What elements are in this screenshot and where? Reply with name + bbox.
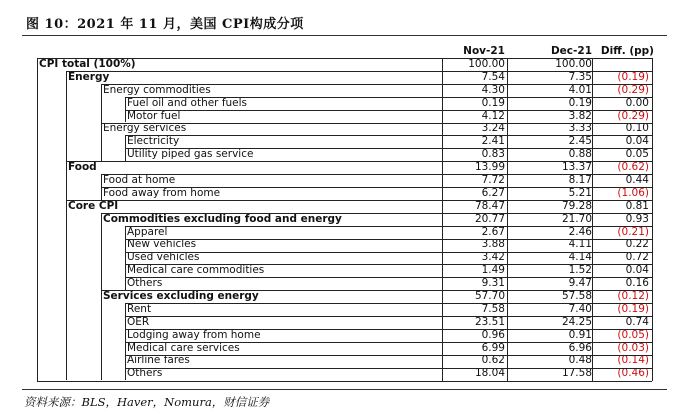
table-row xyxy=(37,58,652,71)
row-divider xyxy=(125,226,652,227)
hierarchy-bracket xyxy=(125,303,126,380)
value-dec: 8.17 xyxy=(568,174,592,187)
value-diff: (0.62) xyxy=(617,161,649,174)
hierarchy-bracket xyxy=(101,84,102,161)
row-label: Energy commodities xyxy=(103,83,211,96)
row-divider xyxy=(101,84,652,85)
table-row xyxy=(37,122,652,135)
row-label: OER xyxy=(127,315,150,328)
row-divider xyxy=(101,213,652,214)
row-label: Utility piped gas service xyxy=(127,148,254,161)
row-label: Motor fuel xyxy=(127,109,181,122)
value-nov: 6.99 xyxy=(481,341,505,354)
row-divider xyxy=(37,58,652,59)
value-nov: 3.24 xyxy=(481,122,505,135)
row-label: Medical care commodities xyxy=(127,264,265,277)
value-dec: 4.01 xyxy=(568,83,592,96)
hierarchy-bracket xyxy=(66,161,67,200)
table-row xyxy=(37,290,652,303)
table-row xyxy=(37,329,652,342)
table-row xyxy=(37,316,652,329)
row-label: Food away from home xyxy=(103,186,221,199)
value-dec: 7.40 xyxy=(568,302,592,315)
row-divider xyxy=(66,161,652,162)
table-row xyxy=(37,135,652,148)
value-dec: 9.47 xyxy=(568,277,592,290)
value-diff: 0.93 xyxy=(625,212,649,225)
value-dec: 79.28 xyxy=(561,199,592,212)
value-diff: (0.29) xyxy=(617,109,649,122)
row-divider xyxy=(125,239,652,240)
value-dec: 0.91 xyxy=(568,328,592,341)
value-dec: 24.25 xyxy=(561,315,592,328)
row-divider xyxy=(125,342,652,343)
value-diff: (0.12) xyxy=(617,290,649,303)
value-diff: 0.22 xyxy=(625,238,649,251)
row-divider xyxy=(125,316,652,317)
value-diff: 0.04 xyxy=(625,264,649,277)
value-dec: 4.11 xyxy=(568,238,592,251)
table-row xyxy=(37,71,652,84)
row-divider xyxy=(125,97,652,98)
hierarchy-bracket xyxy=(66,71,67,161)
row-divider xyxy=(125,368,652,369)
value-dec: 0.48 xyxy=(568,354,592,367)
table-row xyxy=(37,213,652,226)
value-dec: 3.82 xyxy=(568,109,592,122)
value-dec: 2.45 xyxy=(568,135,592,148)
value-diff: (0.03) xyxy=(617,341,649,354)
row-label: Electricity xyxy=(127,135,180,148)
row-divider xyxy=(66,71,652,72)
column-divider xyxy=(507,58,508,381)
value-diff: (0.19) xyxy=(617,70,649,83)
value-nov: 9.31 xyxy=(481,277,505,290)
value-nov: 0.19 xyxy=(481,96,505,109)
header-nov: Nov-21 xyxy=(463,45,505,57)
table-row xyxy=(37,97,652,110)
value-dec: 13.37 xyxy=(561,161,592,174)
row-divider xyxy=(125,135,652,136)
value-nov: 13.99 xyxy=(474,161,505,174)
value-nov: 3.88 xyxy=(481,238,505,251)
cpi-table xyxy=(37,45,652,380)
row-label: Energy xyxy=(68,70,110,83)
row-divider xyxy=(125,303,652,304)
value-dec: 2.46 xyxy=(568,225,592,238)
row-divider xyxy=(125,329,652,330)
value-diff: (1.06) xyxy=(617,186,649,199)
table-row xyxy=(37,187,652,200)
value-diff: 0.44 xyxy=(625,174,649,187)
value-dec: 100.00 xyxy=(555,58,592,70)
value-dec: 17.58 xyxy=(561,367,592,380)
value-dec: 5.21 xyxy=(568,186,592,199)
table-row xyxy=(37,238,652,251)
column-divider xyxy=(442,58,443,381)
value-dec: 4.14 xyxy=(568,251,592,264)
value-diff: (0.05) xyxy=(617,328,649,341)
value-nov: 18.04 xyxy=(474,367,505,380)
table-header xyxy=(37,45,652,58)
hierarchy-bracket xyxy=(101,174,102,200)
row-divider xyxy=(101,290,652,291)
table-row xyxy=(37,174,652,187)
row-label: Rent xyxy=(127,302,152,315)
value-nov: 2.41 xyxy=(481,135,505,148)
table-row xyxy=(37,303,652,316)
value-dec: 1.52 xyxy=(568,264,592,277)
row-label: Services excluding energy xyxy=(103,290,259,303)
table-left-border xyxy=(37,58,38,381)
table-row xyxy=(37,148,652,161)
row-divider xyxy=(125,264,652,265)
value-nov: 7.54 xyxy=(481,70,505,83)
table-row xyxy=(37,367,652,380)
value-nov: 20.77 xyxy=(474,212,505,225)
value-nov: 7.72 xyxy=(481,174,505,187)
value-nov: 4.30 xyxy=(481,83,505,96)
table-bottom-border xyxy=(37,381,652,382)
value-dec: 57.58 xyxy=(561,290,592,303)
row-divider xyxy=(125,110,652,111)
value-dec: 7.35 xyxy=(568,70,592,83)
value-nov: 6.27 xyxy=(481,186,505,199)
row-label: Airline fares xyxy=(127,354,190,367)
hierarchy-bracket xyxy=(125,97,126,123)
row-label: Apparel xyxy=(127,225,168,238)
value-nov: 100.00 xyxy=(468,58,505,70)
row-label: Others xyxy=(127,367,163,380)
column-divider xyxy=(592,58,593,381)
figure-title: 图 10：2021 年 11 月，美国 CPI构成分项 xyxy=(26,17,304,32)
row-divider xyxy=(66,200,652,201)
header-diff: Diff. (pp) xyxy=(600,45,654,57)
row-divider xyxy=(125,355,652,356)
value-nov: 3.42 xyxy=(481,251,505,264)
value-nov: 0.62 xyxy=(481,354,505,367)
row-label: Others xyxy=(127,277,163,290)
hierarchy-bracket xyxy=(66,200,67,381)
table-row xyxy=(37,200,652,213)
row-divider xyxy=(125,277,652,278)
row-label: Food xyxy=(68,161,97,174)
value-dec: 6.96 xyxy=(568,341,592,354)
table-row xyxy=(37,84,652,97)
table-row xyxy=(37,342,652,355)
row-label: Medical care services xyxy=(127,341,240,354)
table-row xyxy=(37,251,652,264)
value-nov: 7.58 xyxy=(481,302,505,315)
value-diff: (0.46) xyxy=(617,367,649,380)
row-label: Used vehicles xyxy=(127,251,200,264)
row-label: CPI total (100%) xyxy=(39,58,136,70)
header-dec: Dec-21 xyxy=(550,45,592,57)
value-diff: 0.00 xyxy=(625,96,649,109)
hierarchy-bracket xyxy=(125,226,126,291)
table-row xyxy=(37,226,652,239)
value-nov: 0.83 xyxy=(481,148,505,161)
value-dec: 0.19 xyxy=(568,96,592,109)
value-dec: 3.33 xyxy=(568,122,592,135)
value-diff: 0.05 xyxy=(625,148,649,161)
row-divider xyxy=(101,123,652,124)
value-diff: (0.29) xyxy=(617,83,649,96)
value-diff: (0.19) xyxy=(617,302,649,315)
value-diff: (0.21) xyxy=(617,225,649,238)
table-body xyxy=(37,58,652,380)
value-nov: 4.12 xyxy=(481,109,505,122)
table-row xyxy=(37,264,652,277)
value-nov: 23.51 xyxy=(474,315,505,328)
top-rule xyxy=(22,35,667,36)
value-diff: 0.81 xyxy=(625,199,649,212)
value-diff: 0.16 xyxy=(625,277,649,290)
table-row xyxy=(37,161,652,174)
table-row xyxy=(37,354,652,367)
row-label: Fuel oil and other fuels xyxy=(127,96,248,109)
value-dec: 0.88 xyxy=(568,148,592,161)
bottom-rule xyxy=(22,389,667,390)
value-nov: 57.70 xyxy=(474,290,505,303)
row-label: New vehicles xyxy=(127,238,197,251)
row-label: Commodities excluding food and energy xyxy=(103,212,342,225)
value-nov: 2.67 xyxy=(481,225,505,238)
value-nov: 78.47 xyxy=(474,199,505,212)
table-row xyxy=(37,277,652,290)
value-nov: 0.96 xyxy=(481,328,505,341)
value-nov: 1.49 xyxy=(481,264,505,277)
source-note: 资料来源：BLS，Haver，Nomura，财信证券 xyxy=(24,395,270,409)
hierarchy-bracket xyxy=(125,135,126,161)
row-divider xyxy=(125,252,652,253)
row-label: Energy services xyxy=(103,122,187,135)
hierarchy-bracket xyxy=(101,213,102,381)
table-right-border xyxy=(652,58,653,381)
value-diff: (0.14) xyxy=(617,354,649,367)
table-row xyxy=(37,110,652,123)
row-divider xyxy=(101,174,652,175)
row-divider xyxy=(125,148,652,149)
row-label: Lodging away from home xyxy=(127,328,261,341)
row-label: Food at home xyxy=(103,174,176,187)
value-diff: 0.72 xyxy=(625,251,649,264)
value-dec: 21.70 xyxy=(561,212,592,225)
value-diff: 0.74 xyxy=(625,315,649,328)
value-diff: 0.10 xyxy=(625,122,649,135)
row-divider xyxy=(101,187,652,188)
value-diff: 0.04 xyxy=(625,135,649,148)
row-label: Core CPI xyxy=(68,199,119,212)
